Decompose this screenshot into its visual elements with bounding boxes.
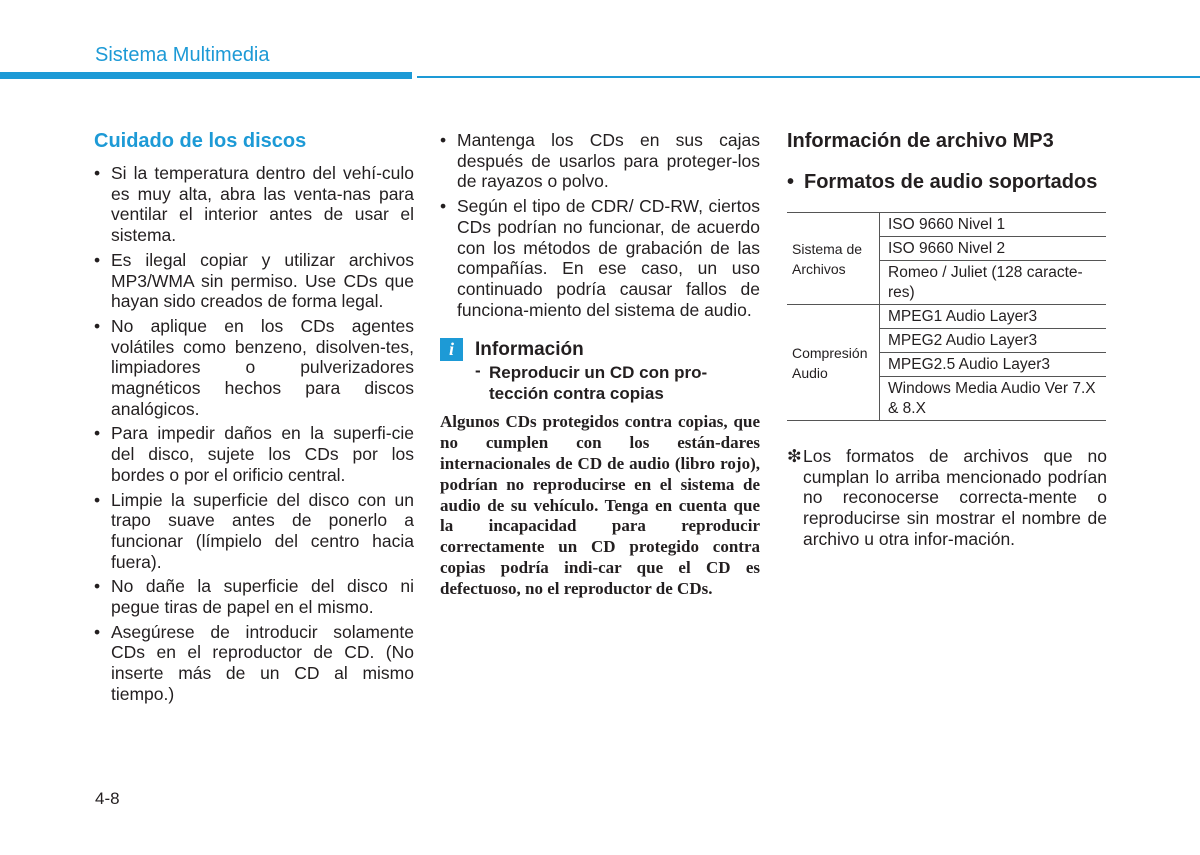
disc-care-list bbox=[94, 163, 414, 705]
dash-marker: - bbox=[475, 361, 481, 381]
column-left bbox=[94, 130, 414, 709]
list-item: • Limpie la superficie del disco con un trapo suave antes de ponerlo a funcionar (límpielo del centro hacia fuera). bbox=[94, 490, 414, 573]
list-item: • Si la temperatura dentro del vehí-culo es muy alta, abra las venta-nas para ventilar el interior antes de usar el sistema. bbox=[94, 163, 414, 246]
table-row bbox=[787, 305, 1106, 329]
heading-mp3-info: Información de archivo MP3 bbox=[787, 130, 1054, 152]
table-cell: ISO 9660 Nivel 1 bbox=[880, 213, 1107, 237]
list-item: • Asegúrese de introducir solamente CDs en el reproductor de CD. (No inserte más de un CD al mismo tiempo.) bbox=[94, 622, 414, 705]
table-cell: MPEG2.5 Audio Layer3 bbox=[880, 353, 1107, 377]
header-rule-thin bbox=[417, 76, 1200, 78]
header-rule-thick bbox=[0, 72, 412, 79]
asterism-icon: ❇ bbox=[787, 446, 802, 466]
table-cell: MPEG1 Audio Layer3 bbox=[880, 305, 1107, 329]
column-middle bbox=[440, 130, 760, 600]
table-row bbox=[787, 213, 1106, 237]
list-item: • No aplique en los CDs agentes volátiles como benzeno, disolven-tes, limpiadores o pulverizadores magnéticos hechos para discos analógicos. bbox=[94, 316, 414, 420]
info-title: Información bbox=[475, 338, 584, 360]
table-cell: Romeo / Juliet (128 caracte-res) bbox=[880, 261, 1107, 305]
table-cell: Windows Media Audio Ver 7.X & 8.X bbox=[880, 377, 1107, 421]
heading-disc-care: Cuidado de los discos bbox=[94, 130, 307, 152]
section-title: Sistema Multimedia bbox=[95, 44, 270, 66]
info-body: Algunos CDs protegidos contra copias, que no cumplen con los están-dares internacionales de CD de audio (libro rojo), podrían no reproducirse en el sistema de audio de su vehículo. Tenga en cuenta que la incapacidad para reproducir correctamente un CD protegido contra copias podría indi-car que el CD es defectuoso, no el reproductor de CDs. bbox=[440, 412, 760, 598]
subheading-supported-formats: • Formatos de audio soportados bbox=[787, 171, 1107, 193]
table-category-cell: Compresión Audio bbox=[787, 305, 880, 421]
table-cell: MPEG2 Audio Layer3 bbox=[880, 329, 1107, 353]
list-item: • Es ilegal copiar y utilizar archivos MP3/WMA sin permiso. Use CDs que hayan sido creados de forma legal. bbox=[94, 250, 414, 312]
page-number: 4-8 bbox=[95, 789, 120, 808]
formats-table bbox=[787, 212, 1106, 421]
list-item: • No dañe la superficie del disco ni pegue tiras de papel en el mismo. bbox=[94, 576, 414, 617]
table-cell: ISO 9660 Nivel 2 bbox=[880, 237, 1107, 261]
list-item: • Mantenga los CDs en sus cajas después de usarlos para proteger-los de rayazos o polvo. bbox=[440, 130, 760, 192]
list-item: • Según el tipo de CDR/ CD-RW, ciertos CDs podrían no funcionar, de acuerdo con los métodos de grabación de las compañías. En ese caso, un uso continuado podría causar fallos de funciona-miento del sistema de audio. bbox=[440, 196, 760, 320]
disc-care-list-continued bbox=[440, 130, 760, 320]
footnote-text: Los formatos de archivos que no cumplan lo arriba mencionado podrían no reconocerse correcta-mente o reproducirse sin mostrar el nombre de archivo u otra infor-mación. bbox=[803, 446, 1107, 549]
list-item: • Para impedir daños en la superfi-cie del disco, sujete los CDs por los bordes o por el orificio central. bbox=[94, 423, 414, 485]
info-box-header bbox=[440, 338, 760, 361]
info-icon: i bbox=[440, 338, 463, 361]
column-right bbox=[787, 130, 1107, 550]
footnote bbox=[787, 446, 1107, 550]
table-category-cell: Sistema de Archivos bbox=[787, 213, 880, 305]
info-subtitle bbox=[475, 363, 760, 404]
info-subtitle-text: Reproducir un CD con pro-tección contra copias bbox=[489, 363, 708, 403]
